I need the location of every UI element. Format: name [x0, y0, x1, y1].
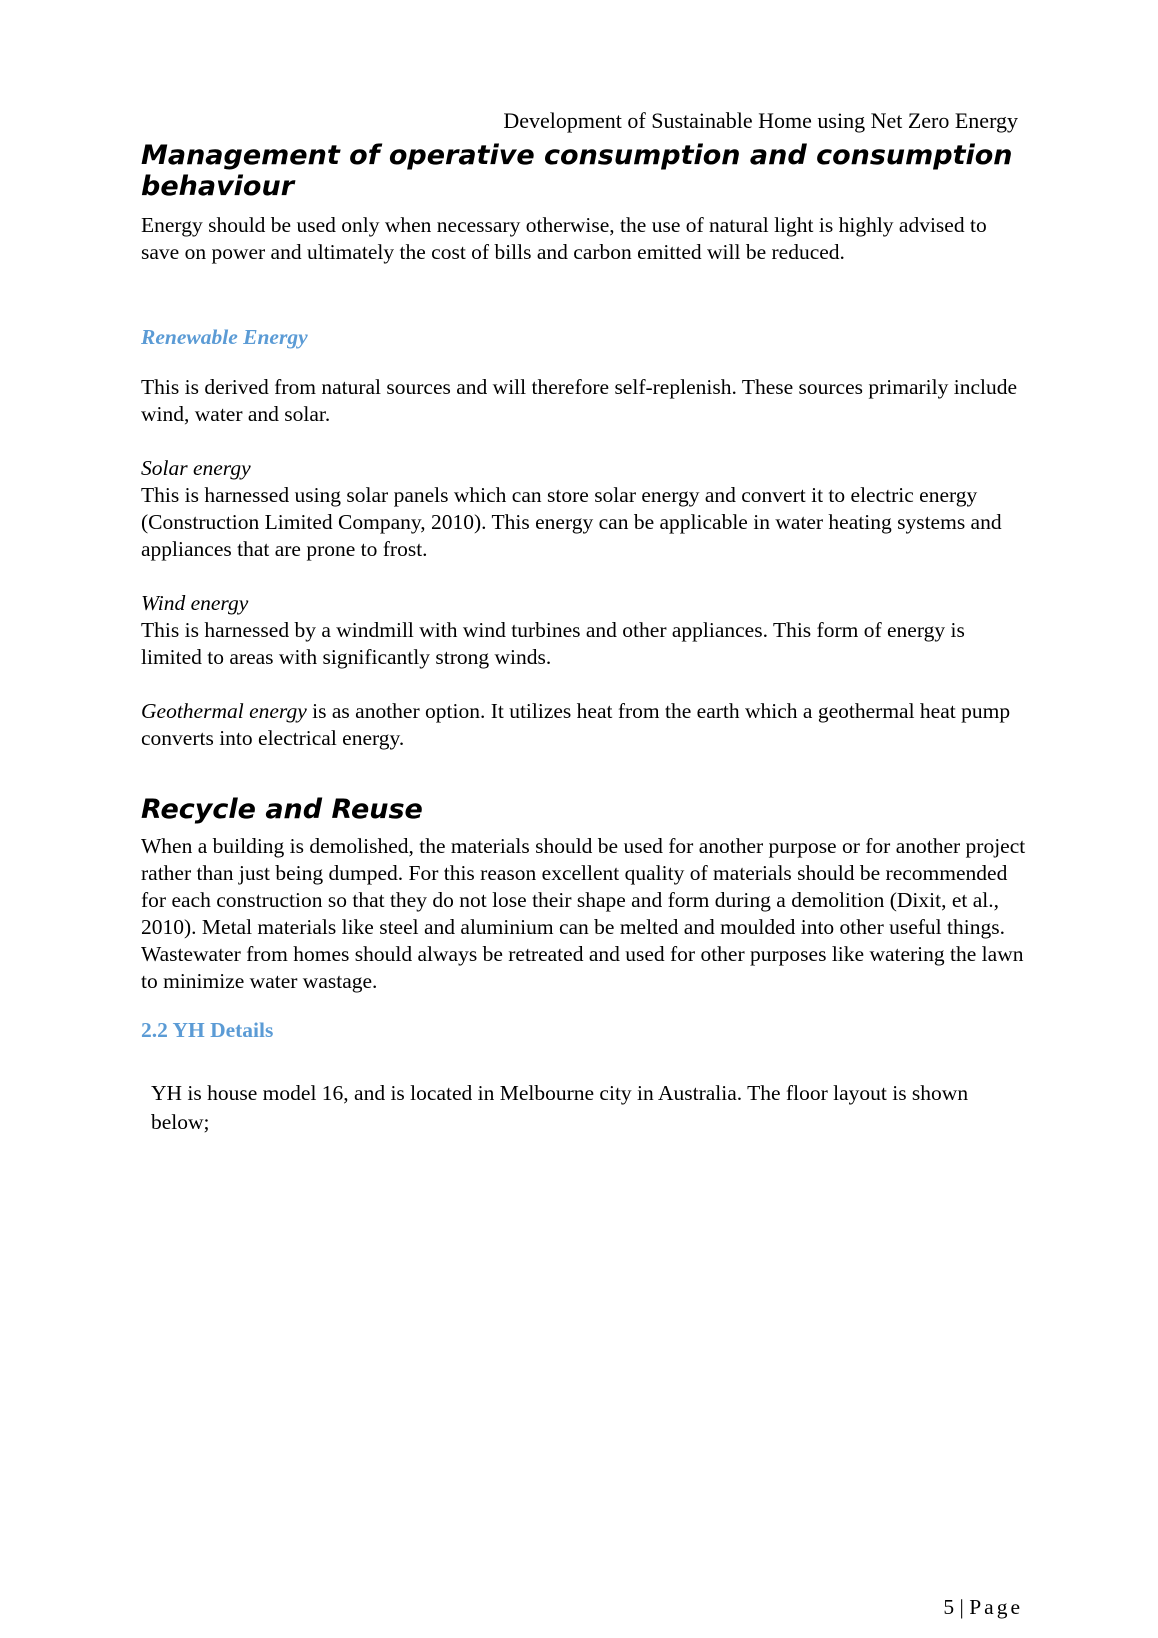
- running-header-title: Development of Sustainable Home using Net Zero Energy: [503, 108, 1018, 133]
- wind-energy-paragraph: This is harnessed by a windmill with wind turbines and other appliances. This form of energy is limited to areas with significantly strong winds.: [141, 618, 965, 669]
- wind-energy-subheading: Wind energy: [141, 591, 249, 615]
- renewable-energy-heading: Renewable Energy: [141, 325, 308, 349]
- geothermal-term: Geothermal energy: [141, 699, 307, 723]
- solar-energy-subheading: Solar energy: [141, 456, 251, 480]
- solar-energy-paragraph: This is harnessed using solar panels which can store solar energy and convert it to electric energy (Construction Limited Company, 2010). This energy can be applicable in water heating systems and appliances that are prone to frost.: [141, 483, 1002, 561]
- geothermal-paragraph: [141, 698, 1026, 752]
- yh-details-heading: 2.2 YH Details: [141, 1018, 274, 1042]
- management-heading: Management of operative consumption and consumption behaviour: [141, 140, 1013, 202]
- geothermal-text: is as another option. It utilizes heat from the earth which a geothermal heat pump converts into electrical energy.: [141, 699, 1011, 750]
- page-content: [141, 140, 1026, 1137]
- management-paragraph: Energy should be used only when necessary otherwise, the use of natural light is highly advised to save on power and ultimately the cost of bills and carbon emitted will be reduced.: [141, 213, 987, 264]
- recycle-reuse-paragraph: When a building is demolished, the materials should be used for another purpose or for another project rather than just being dumped. For this reason excellent quality of materials should be recommended for each construction so that they do not lose their shape and form during a demolition (Dixit, et al., 2010). Metal materials like steel and aluminium can be melted and moulded into other useful things. Wastewater from homes should always be retreated and used for other purposes like watering the lawn to minimize water wastage.: [141, 834, 1026, 993]
- page-label: Page: [969, 1595, 1023, 1619]
- page-footer: [943, 1594, 1023, 1620]
- recycle-reuse-heading: Recycle and Reuse: [141, 794, 423, 825]
- yh-details-paragraph: YH is house model 16, and is located in Melbourne city in Australia. The floor layout is shown below;: [151, 1081, 969, 1134]
- page-separator: |: [954, 1595, 970, 1619]
- page-number: 5: [943, 1595, 955, 1619]
- renewable-intro-paragraph: This is derived from natural sources and will therefore self-replenish. These sources primarily include wind, water and solar.: [141, 375, 1018, 426]
